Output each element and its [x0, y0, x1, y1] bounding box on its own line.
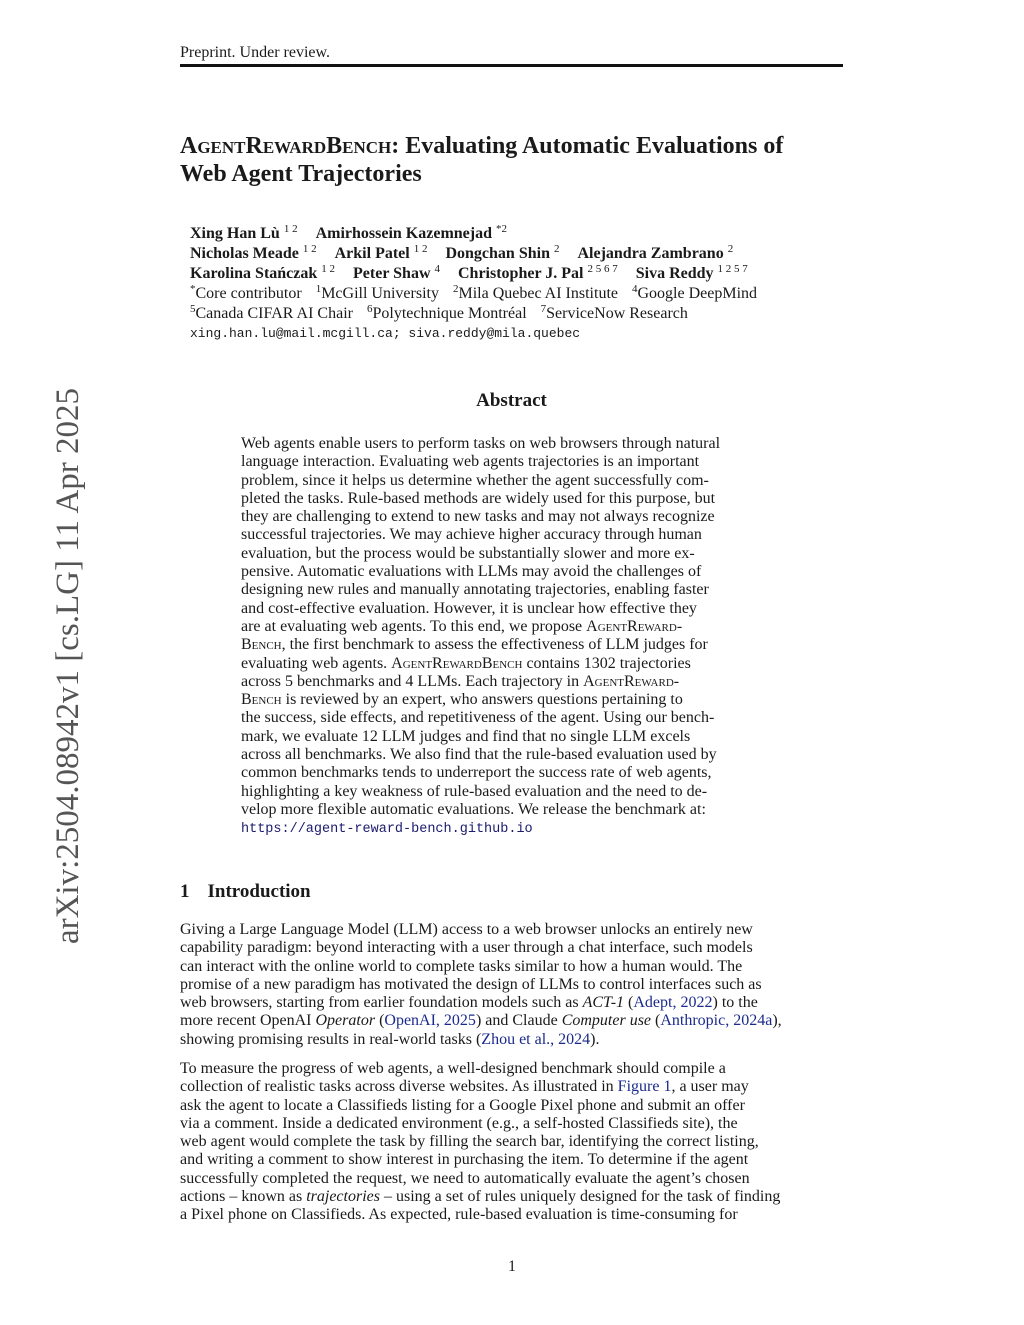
author: Nicholas Meade $^{1 2}$ — [190, 243, 317, 262]
author: Arkil Patel $^{1 2}$ — [334, 243, 428, 262]
affiliation: $^1$McGill University — [315, 283, 439, 302]
author: Amirhossein Kazemnejad $^{*2}$ — [315, 223, 507, 242]
author: Dongchan Shin $^2$ — [445, 243, 560, 262]
arxiv-stamp: arXiv:2504.08942v1 [cs.LG] 11 Apr 2025 — [50, 387, 86, 945]
figure-reference-link[interactable]: Figure 1 — [617, 1078, 672, 1096]
citation-link[interactable]: Zhou et al., 2024 — [481, 1030, 591, 1048]
header-rule — [180, 64, 843, 67]
author: Christopher J. Pal $^{2 5 6 7}$ — [458, 263, 618, 282]
author: Peter Shaw $^4$ — [353, 263, 440, 282]
citation-link[interactable]: Anthropic, 2024a — [660, 1012, 773, 1030]
running-head: Preprint. Under review. — [180, 44, 331, 61]
affiliation: $^4$Google DeepMind — [631, 283, 758, 302]
abstract-heading: Abstract — [476, 390, 547, 411]
title-benchmark-name: AgentRewardBench — [180, 133, 392, 159]
citation-link[interactable]: Adept, 2022 — [633, 994, 713, 1012]
intro-paragraph-2: To measure the progress of web agents, a well-designed benchmark should compile a collection of realistic tasks across diverse websites. As illustrated in Figure 1, a user may ask the agent to locate a Classifieds listing for a Google Pixel phone and submit an offer via a comment. Inside a dedicated environment (e.g., a self-hosted Classifieds site), the web agent would complete the task by filling the search bar, identifying the correct listing, and writing a comment to show interest in purchasing the item. To determine if the agent successfully completed the request, we need to automatically evaluate the agent’s chosen actions – known as trajectories – using a set of rules uniquely designed for the task of finding a Pixel phone on Classifieds. As expected, rule-based evaluation is time-consuming for — [180, 1060, 781, 1224]
abstract-body: Web agents enable users to perform tasks on web browsers through natural language interaction. Evaluating web agents trajectories is an important problem, since it helps us determine whether the agent successfully com- pleted the tasks. Rule-based methods are widely used for this purpose, but they are challenging to extend to new tasks and may not always recognize successful trajectories. We may achieve higher accuracy through human evaluation, but the process would be substantially slower and more ex- pensive. Automatic evaluations with LLMs may avoid the challenges of designing new rules and manually annotating trajectories, enabling faster and cost-effective evaluation. However, it is unclear how effective they are at evaluating web agents. To this end, we propose AgentReward- Bench, the first benchmark to assess the effectiveness of LLM judges for evaluating web agents. AgentRewardBench contains 1302 trajectories across 5 benchmarks and 4 LLMs. Each trajectory in AgentReward- Bench is reviewed by an expert, who answers questions pertaining to the success, side effects, and repetitiveness of the agent. Using our bench- mark, we evaluate 12 LLM judges and find that no single LLM excels across all benchmarks. We also find that the rule-based evaluation used by common benchmarks tends to underreport the success rate of web agents, highlighting a key weakness of rule-based evaluation and the need to de- velop more flexible automatic evaluations. We release the benchmark at: https://agent-reward-bench.github.io — [241, 435, 721, 838]
author: Xing Han Lù $^{1 2}$ — [190, 223, 298, 242]
affiliation: $^5$Canada CIFAR AI Chair — [190, 303, 353, 322]
author: Siva Reddy $^{1 2 5 7}$ — [635, 263, 748, 282]
benchmark-url-link[interactable]: https://agent-reward-bench.github.io — [241, 822, 533, 838]
citation-link[interactable]: OpenAI, 2025 — [384, 1012, 476, 1030]
author-block — [190, 224, 870, 344]
title-rest: : Evaluating Automatic Evaluations of — [391, 133, 784, 159]
contact-emails[interactable]: xing.han.lu@mail.mcgill.ca; siva.reddy@mila.quebec — [190, 326, 581, 341]
affiliation: $^7$ServiceNow Research — [540, 303, 688, 322]
author: Alejandra Zambrano $^2$ — [577, 243, 734, 262]
author: Karolina Stańczak $^{1 2}$ — [190, 263, 336, 282]
affiliation: $^6$Polytechnique Montréal — [366, 303, 527, 322]
page-number: 1 — [508, 1258, 516, 1275]
title-line-2: Web Agent Trajectories — [180, 161, 422, 187]
affiliation: *Core contributor — [190, 283, 302, 302]
affiliation: $^2$Mila Quebec AI Institute — [452, 283, 618, 302]
intro-paragraph-1: Giving a Large Language Model (LLM) access to a web browser unlocks an entirely new capability paradigm: beyond interacting with a user through a chat interface, such models can interact with the online world to complete tasks similar to how a human would. The promise of a new paradigm has motivated the design of LLMs to control interfaces such as web browsers, starting from earlier foundation models such as ACT-1 (Adept, 2022) to the more recent OpenAI Operator (OpenAI, 2025) and Claude Computer use (Anthropic, 2024a), showing promising results in real-world tasks (Zhou et al., 2024). — [180, 921, 782, 1048]
paper-title — [180, 132, 860, 188]
section-heading-introduction: 1 Introduction — [180, 881, 311, 902]
